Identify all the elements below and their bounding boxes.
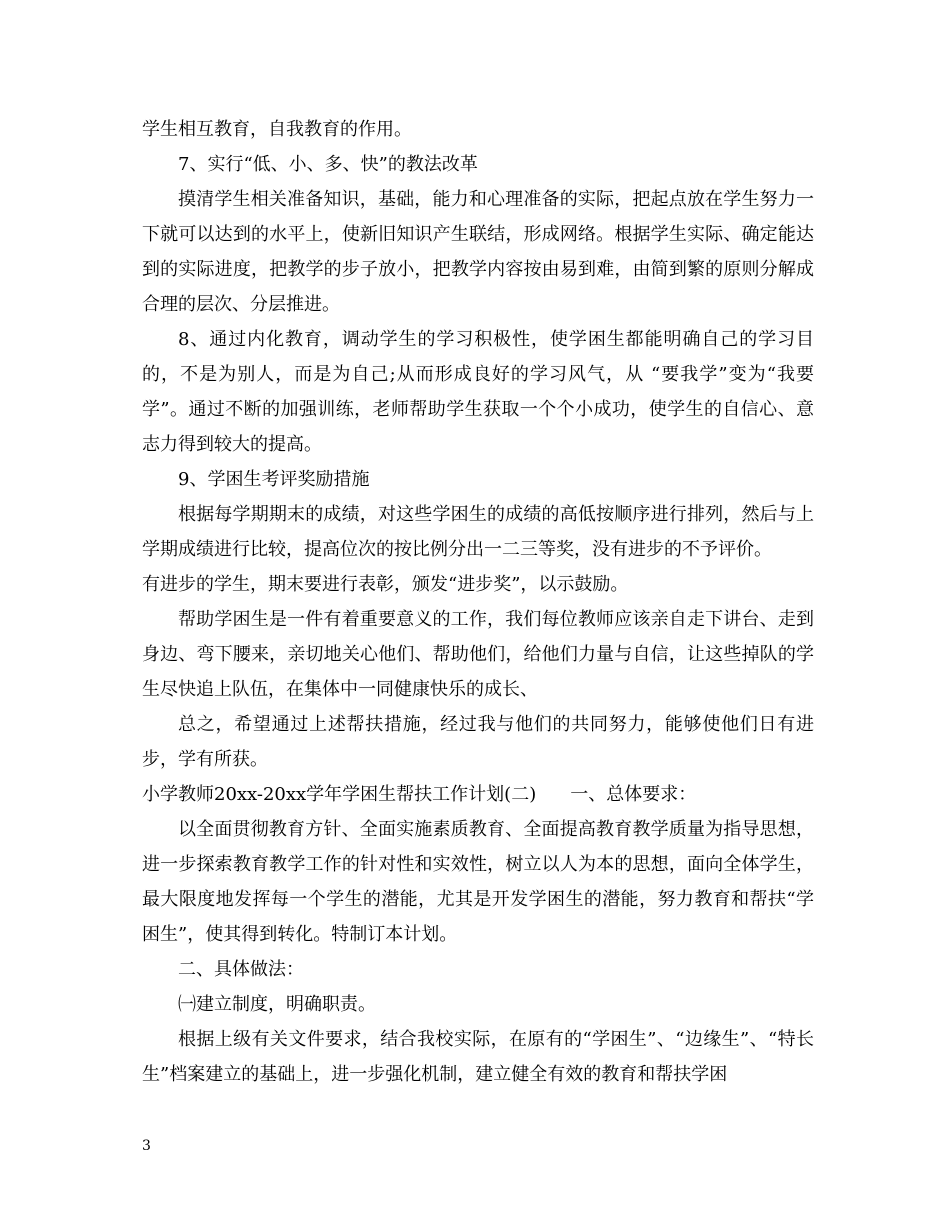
- paragraph: 总之，希望通过上述帮扶措施，经过我与他们的共同努力，能够使他们日有进步，学有所获。: [142, 714, 814, 770]
- body-text: [142, 112, 814, 1092]
- paragraph-heading: 7、实行“低、小、多、快”的教法改革: [178, 154, 478, 175]
- paragraph: 8、通过内化教育，调动学生的学习积极性，使学困生都能明确自己的学习目的，不是为别人，而是为自己;从而形成良好的学习风气，从 “要我学”变为“我要学”。通过不断的加强训练，老师帮助学生获取一个个小成功，使学生的自信心、意志力得到较大的提高。: [142, 329, 814, 455]
- paragraph: 摸清学生相关准备知识，基础，能力和心理准备的实际，把起点放在学生努力一下就可以达到的水平上，使新旧知识产生联结，形成网络。根据学生实际、确定能达到的实际进度，把教学的步子放小，把教学内容按由易到难，由简到繁的原则分解成合理的层次、分层推进。: [142, 189, 814, 315]
- paragraph: 有进步的学生，期末要进行表彰，颁发“进步奖”，以示鼓励。: [142, 574, 629, 595]
- paragraph: 学生相互教育，自我教育的作用。: [142, 119, 412, 140]
- section-heading: 一、总体要求：: [570, 784, 697, 805]
- subsection-heading: ㈠建立制度，明确职责。: [178, 994, 376, 1015]
- section-heading: 二、具体做法：: [178, 959, 304, 980]
- paragraph: 根据每学期期末的成绩，对这些学困生的成绩的高低按顺序进行排列，然后与上学期成绩进行比较，提高位次的按比例分出一二三等奖，没有进步的不予评价。: [142, 504, 814, 560]
- document-title: 小学教师20xx-20xx学年学困生帮扶工作计划(二): [142, 784, 537, 805]
- paragraph: 以全面贯彻教育方针、全面实施素质教育、全面提高教育教学质量为指导思想，进一步探索教育教学工作的针对性和实效性，树立以人为本的思想，面向全体学生，最大限度地发挥每一个学生的潜能，尤其是开发学困生的潜能，努力教育和帮扶“学困生”，使其得到转化。特制订本计划。: [142, 819, 814, 945]
- paragraph-heading: 9、学困生考评奖励措施: [178, 469, 370, 490]
- paragraph: 根据上级有关文件要求，结合我校实际，在原有的“学困生”、“边缘生”、“特长生”档案建立的基础上，进一步强化机制，建立健全有效的教育和帮扶学困: [142, 1029, 814, 1085]
- paragraph: 帮助学困生是一件有着重要意义的工作，我们每位教师应该亲自走下讲台、走到身边、弯下腰来，亲切地关心他们、帮助他们，给他们力量与自信，让这些掉队的学生尽快追上队伍，在集体中一同健康快乐的成长、: [142, 609, 814, 700]
- document-title-line: [142, 777, 814, 812]
- page-number: 3: [142, 1138, 151, 1154]
